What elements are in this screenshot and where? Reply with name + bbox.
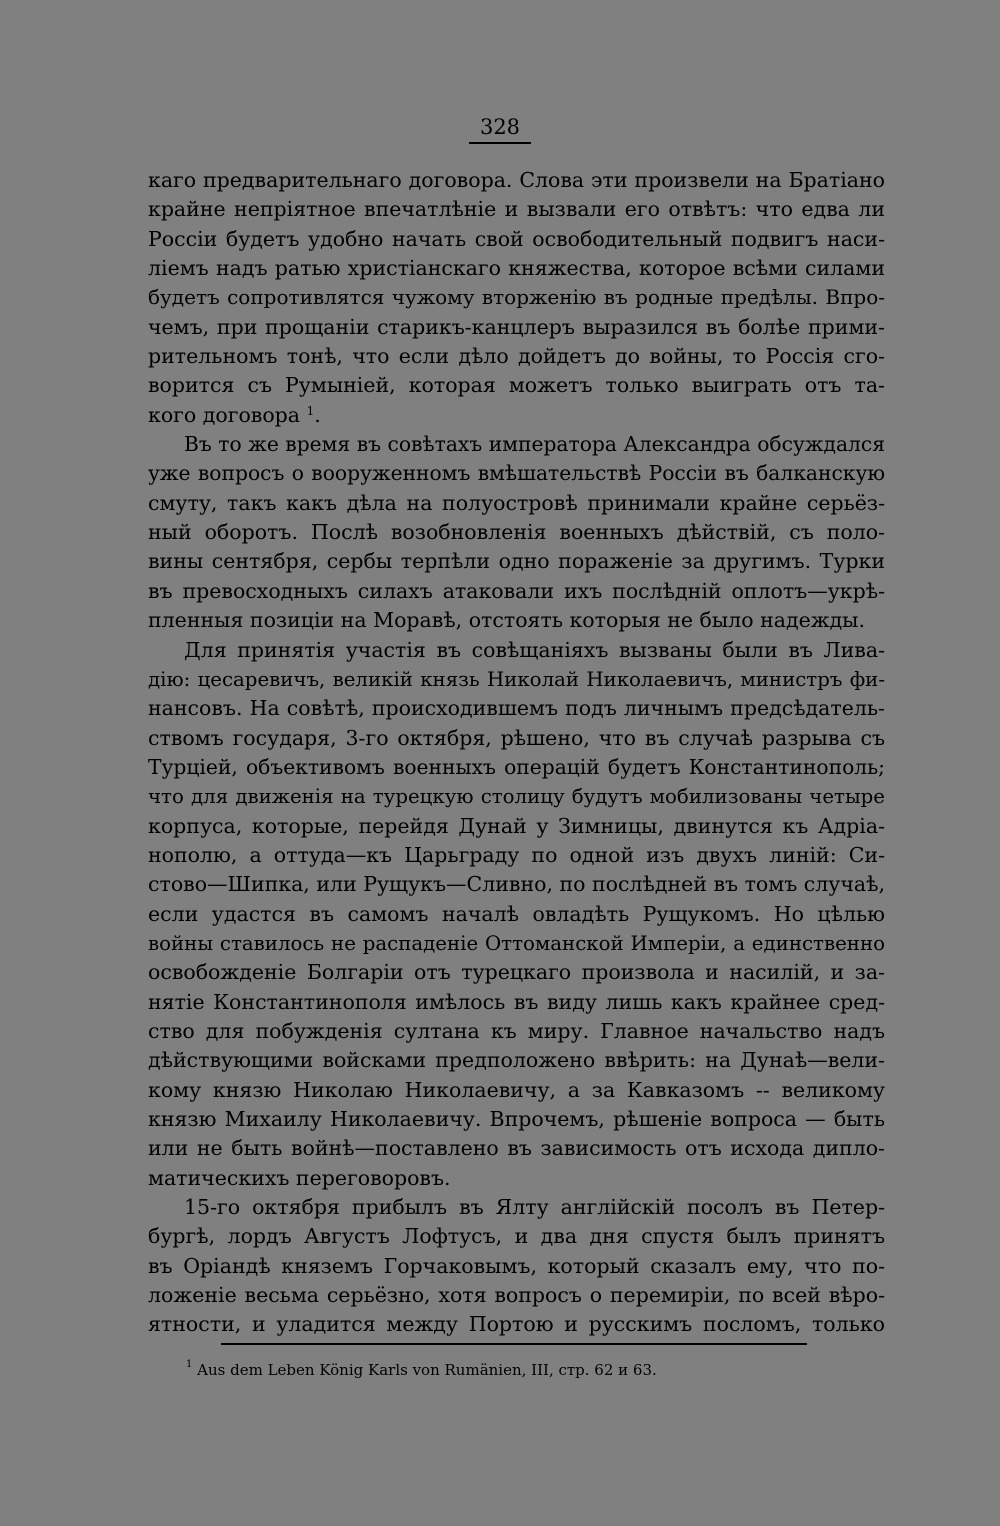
text-line: будетъ сопротивлятся чужому вторженію въ родные предѣлы. Впро- [148, 285, 885, 310]
text-line: корпуса, которые, перейдя Дунай у Зимницы, двинутся къ Адріа- [148, 813, 885, 838]
text-line: ство для побужденія султана къ миру. Главное начальство надъ [148, 1018, 885, 1043]
page-number-rule [469, 142, 531, 144]
text-line: нятіе Константинополя имѣлось въ виду лишь какъ крайнее сред- [148, 989, 885, 1014]
text-line-content: кого договора [148, 402, 301, 427]
text-line: крайне непріятное впечатлѣніе и вызвали его отвѣтъ: что едва ли [148, 197, 885, 222]
text-line: дѣйствующими войсками предположено ввѣрить: на Дунаѣ—вели- [148, 1048, 885, 1073]
text-line: Для принятія участія въ совѣщаніяхъ вызваны были въ Лива- [184, 637, 885, 662]
text-line: рительномъ тонѣ, что если дѣло дойдетъ до войны, то Россія сго- [148, 344, 885, 369]
body-text [148, 166, 885, 1340]
text-line: ворится съ Румыніей, которая можетъ только выиграть отъ та- [148, 373, 885, 398]
text-line: чемъ, при прощаніи старикъ-канцлеръ выразился въ болѣе прими- [148, 314, 885, 339]
page-number: 328 [479, 115, 521, 139]
text-line: войны ставилось не распаденіе Оттоманской Имперіи, а единственно [148, 931, 885, 955]
text-line: Въ то же время въ совѣтахъ императора Александра обсуждался [184, 432, 885, 457]
text-line: дію: цесаревичъ, великій князь Николай Николаевичъ, министръ фи- [148, 667, 885, 691]
footnote-reference[interactable]: 1 [306, 403, 315, 418]
text-line: нополю, а оттуда—къ Царьграду по одной изъ двухъ линій: Си- [148, 842, 885, 867]
text-line: Россіи будетъ удобно начать свой освободительный подвигъ наси- [148, 226, 885, 251]
text-line: кого договора $^1$. [148, 402, 321, 427]
text-line: каго предварительнаго договора. Слова эти произвели на Братіано [148, 168, 885, 192]
text-line: смуту, такъ какъ дѣла на полуостровѣ принимали крайне серьёз- [148, 490, 885, 515]
text-line: что для движенія на турецкую столицу будутъ мобилизованы четыре [148, 785, 885, 809]
text-line: въ Оріандѣ княземъ Горчаковымъ, который сказалъ ему, что по- [148, 1253, 885, 1278]
text-line: 15-го октября прибылъ въ Ялту англійскій посолъ въ Петер- [184, 1195, 885, 1220]
text-line: стово—Шипка, или Рущукъ—Сливно, по послѣдней въ томъ случаѣ, [148, 872, 885, 897]
text-line: уже вопросъ о вооруженномъ вмѣшательствѣ Россіи въ балканскую [148, 461, 885, 486]
text-line: нансовъ. На совѣтѣ, происходившемъ подъ личнымъ предсѣдатель- [148, 696, 885, 721]
text-line: ложеніе весьма серьёзно, хотя вопросъ о перемиріи, по всей вѣро- [148, 1283, 885, 1308]
text-line: если удастся въ самомъ началѣ овладѣть Рущукомъ. Но цѣлью [148, 901, 885, 926]
paragraph [148, 1193, 885, 1340]
footnote-rule [221, 1343, 807, 1345]
text-line: матическихъ переговоровъ. [148, 1165, 451, 1190]
text-line: ствомъ государя, 3-го октября, рѣшено, что въ случаѣ разрыва съ [148, 725, 885, 750]
paragraph [148, 636, 885, 1194]
text-line: бургѣ, лордъ Августъ Лофтусъ, и два дня спустя былъ принятъ [148, 1224, 885, 1249]
text-line: ліемъ надъ ратью христіанскаго княжества, которое всѣми силами [148, 256, 885, 281]
text-line: или не быть войнѣ—поставлено въ зависимость отъ исхода дипло- [148, 1136, 885, 1161]
text-line: въ превосходныхъ силахъ атаковали ихъ послѣдній оплотъ—укрѣ- [148, 578, 885, 603]
footnote-text: Aus dem Leben König Karls von Rumänien, III, стр. 62 и 63. [197, 1361, 657, 1379]
text-line: вины сентября, сербы терпѣли одно пораженіе за другимъ. Турки [148, 549, 885, 574]
text-line: князю Михаилу Николаевичу. Впрочемъ, рѣшеніе вопроса — быть [148, 1107, 885, 1131]
text-line: ятности, и уладится между Портою и русскимъ посломъ, только [148, 1312, 885, 1337]
footnote-mark: 1 [186, 1359, 193, 1370]
text-line: ный оборотъ. Послѣ возобновленія военныхъ дѣйствій, съ поло- [148, 520, 885, 545]
text-line: освобожденіе Болгаріи отъ турецкаго произвола и насилій, и за- [148, 960, 885, 985]
paragraph [148, 166, 885, 430]
footnote [186, 1358, 826, 1382]
text-line: пленныя позиціи на Моравѣ, отстоять которыя не было надежды. [148, 608, 866, 633]
text-line: Турціей, объективомъ военныхъ операцій будетъ Константинополь; [148, 754, 885, 779]
paragraph [148, 430, 885, 635]
text-line: кому князю Николаю Николаевичу, а за Кавказомъ -- великому [148, 1077, 885, 1102]
